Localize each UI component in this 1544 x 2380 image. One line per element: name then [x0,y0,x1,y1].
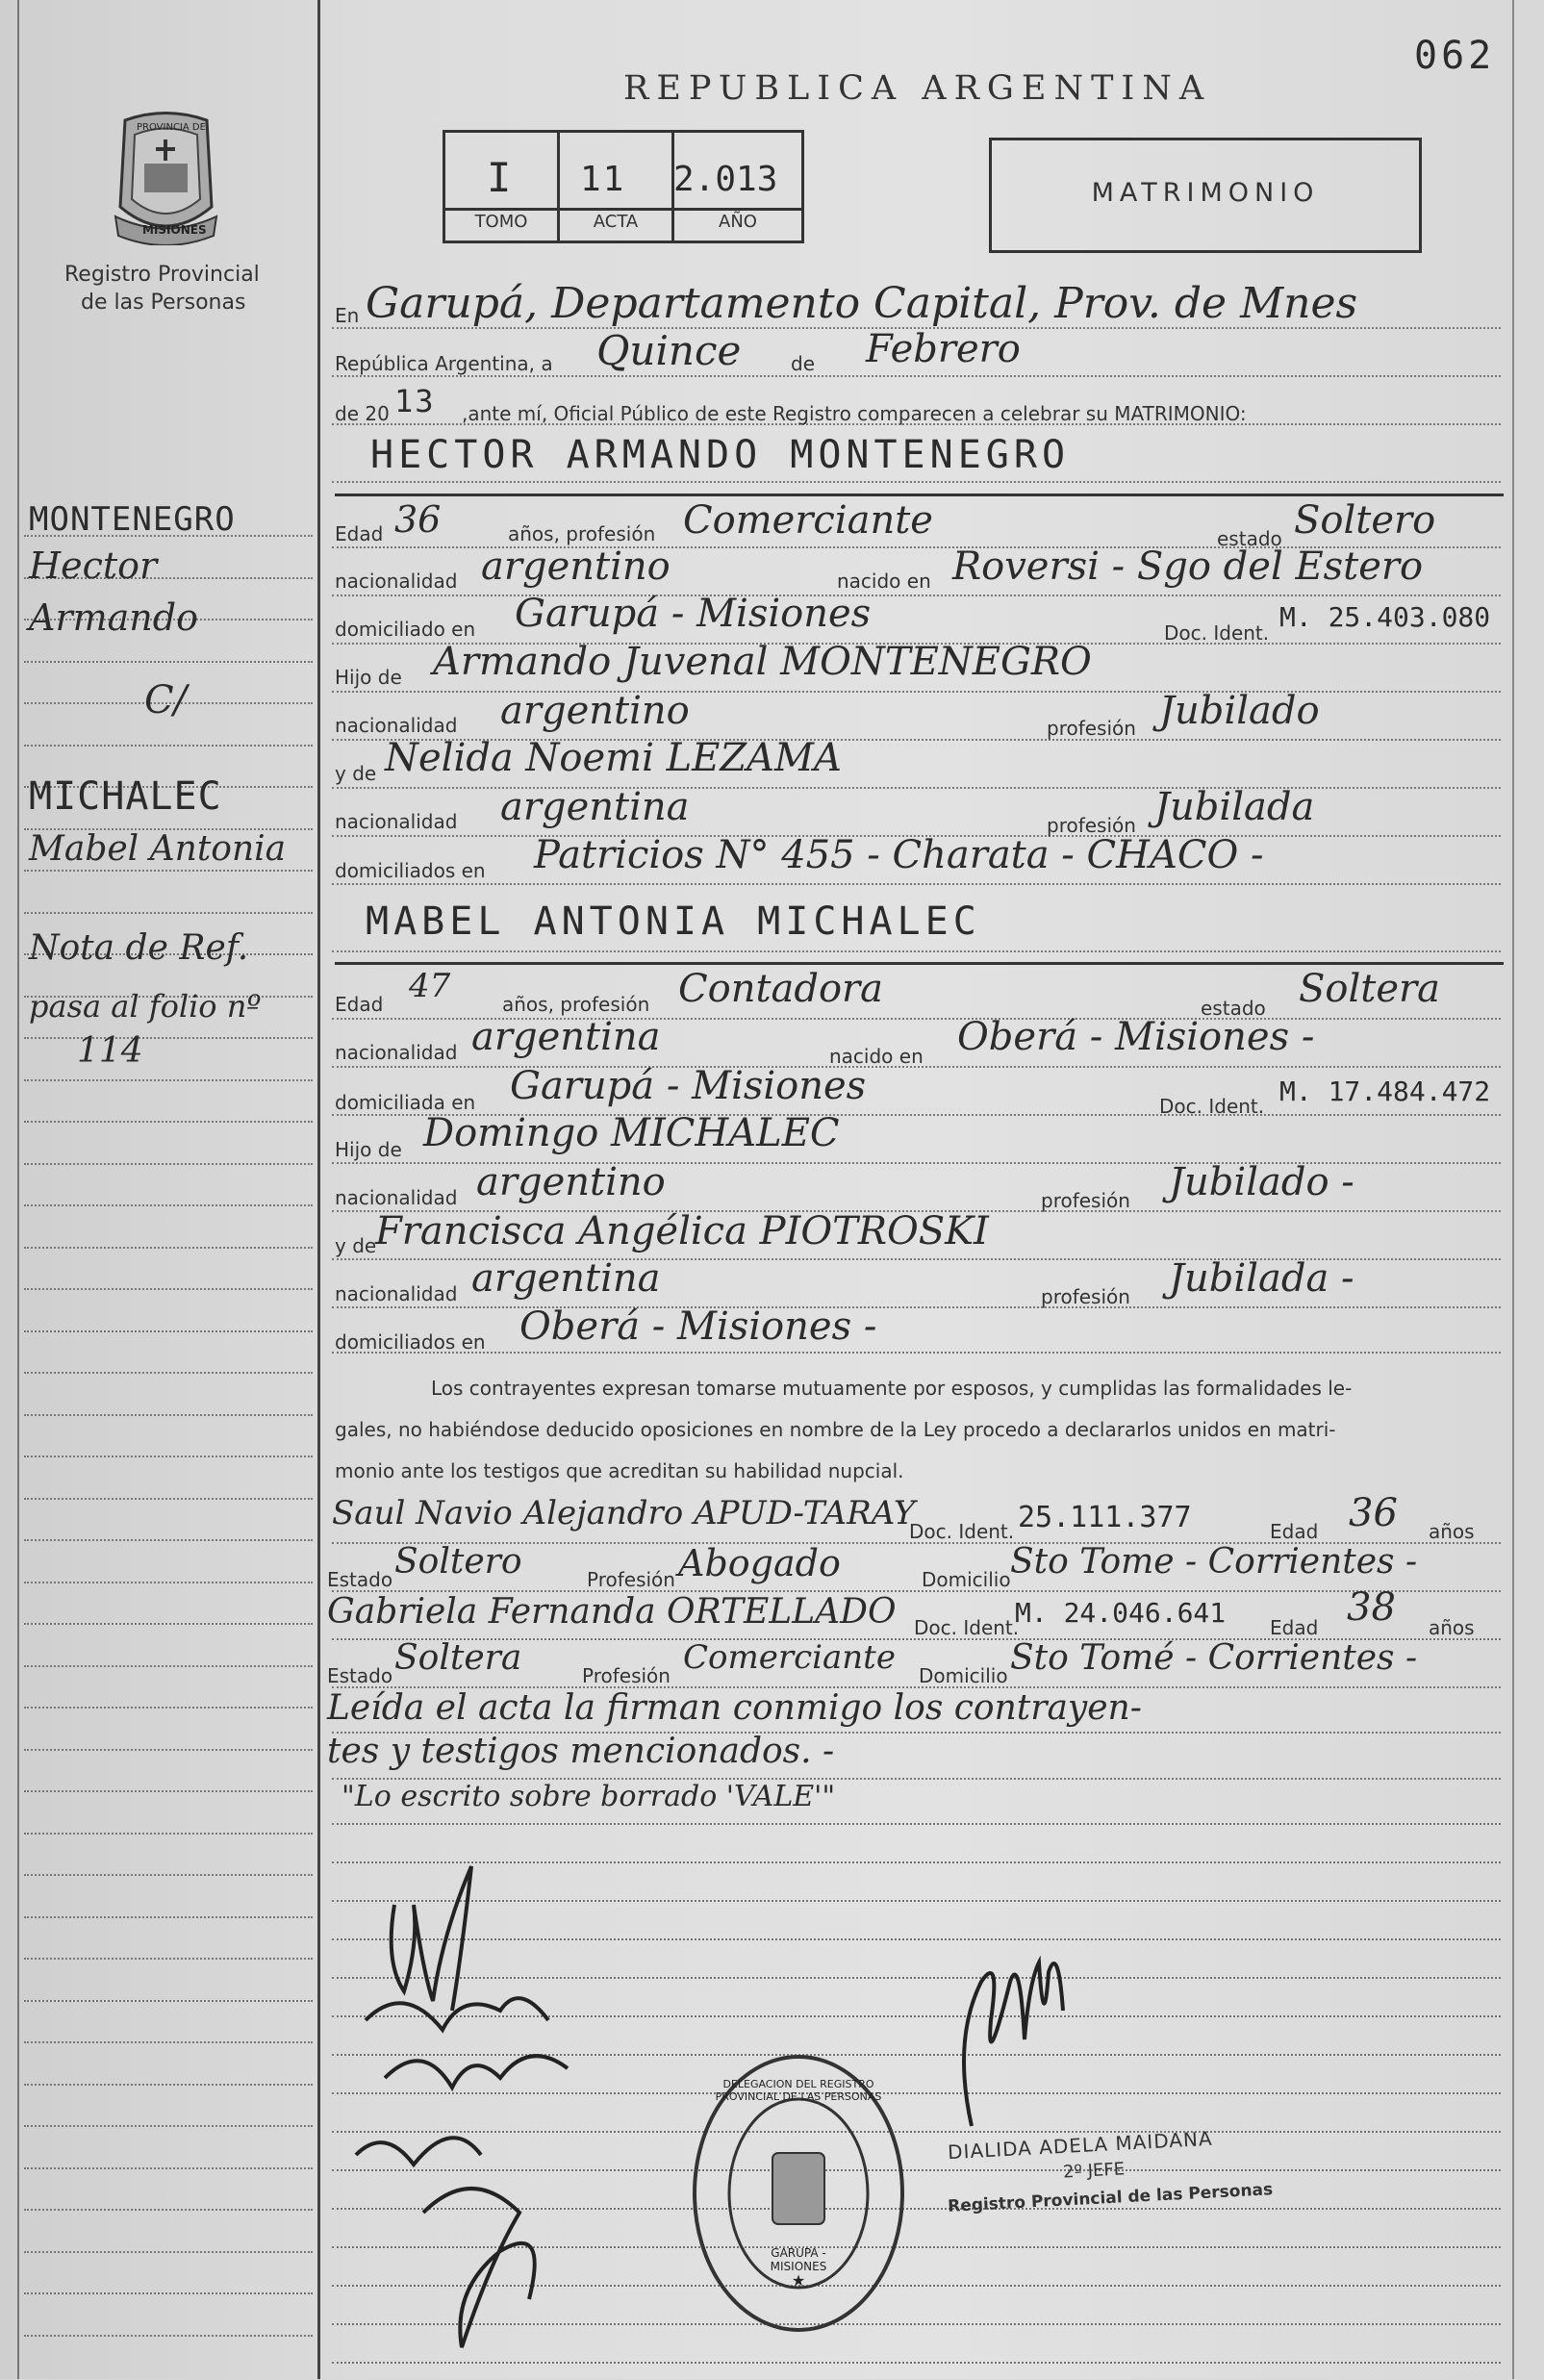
tomo-label: TOMO [474,212,528,232]
margin-connector: C/ [144,678,188,722]
label-domicilio-w: Domicilio [922,1568,1011,1591]
anio-value: 2.013 [673,160,778,199]
margin-rule-line [24,1079,313,1081]
groom-mother-profession: Jubilada [1154,785,1315,829]
margin-given1a: Hector [29,544,158,587]
label-y-de: y de [335,1234,377,1257]
margin-surname1: MONTENEGRO [29,500,236,539]
margin-rule-line [24,1833,313,1835]
witness1-doc-id: 25.111.377 [1018,1501,1192,1534]
label-domiciliado-en: domiciliado en [335,618,476,641]
label-hijo-de: Hijo de [335,1138,402,1161]
label-nacionalidad: nacionalidad [335,1282,458,1305]
groom-full-name: HECTOR ARMANDO MONTENEGRO [370,433,1071,477]
country-heading: REPUBLICA ARGENTINA [623,69,1212,108]
margin-rule-line [24,2335,313,2337]
groom-doc-id: M. 25.403.080 [1279,601,1491,633]
margin-given2: Mabel Antonia [29,829,287,869]
label-domiciliada-en: domiciliada en [335,1091,476,1114]
body-rule-line [332,1352,1501,1354]
label-profesion-w: Profesión [582,1664,671,1687]
witness1-age: 36 [1349,1491,1398,1535]
seal-ring-text: DELEGACION DEL REGISTRO PROVINCIAL DE LAS PERSONAS [715,2078,882,2103]
witness2-status: Soltera [394,1638,522,1678]
seal-bottom-text: GARUPA - MISIONES [770,2246,827,2273]
registry-name-line2: de las Personas [81,291,246,315]
label-edad: Edad [335,993,384,1016]
label-estado: estado [1217,527,1282,550]
margin-rule-line [24,745,313,747]
groom-domicile: Garupá - Misiones [515,592,872,636]
label-anos-profesion: años, profesión [508,522,656,545]
margin-rule-line [24,1498,313,1500]
closing-line1: Leída el acta la firman conmigo los contrayen- [327,1688,1142,1728]
bride-domicile: Garupá - Misiones [510,1064,867,1108]
groom-mother: Nelida Noemi LEZAMA [385,736,842,780]
margin-rule-line [24,2167,313,2169]
bride-father: Domingo MICHALEC [423,1111,840,1155]
margin-given1b: Armando [29,596,198,639]
groom-parents-domicile: Patricios N° 455 - Charata - CHACO - [534,833,1264,877]
margin-rule-line [24,1707,313,1709]
page-number: 062 [1414,34,1496,78]
bride-mother: Francisca Angélica PIOTROSKI [375,1209,989,1253]
svg-text:★: ★ [791,2271,806,2290]
groom-nationality: argentino [481,544,671,589]
label-comparecen: ,ante mí, Oficial Público de este Registro comparecen a celebrar su MATRIMONIO: [462,402,1247,425]
label-doc-ident: Doc. Ident. [909,1520,1015,1543]
witness1-domicile: Sto Tome - Corrientes - [1010,1542,1418,1582]
label-nacido-en: nacido en [829,1045,924,1068]
groom-mother-nationality: argentina [500,785,690,829]
bride-nationality: argentina [471,1015,661,1059]
margin-note-line3: 114 [77,1031,143,1071]
witness1-name: Saul Navio Alejandro APUD-TARAY [332,1494,916,1532]
margin-rule-line [24,1665,313,1667]
label-nacionalidad: nacionalidad [335,714,458,737]
box-label-divider [443,208,804,211]
closing-line2: tes y testigos mencionados. - [327,1732,835,1771]
margin-rule-line [24,1582,313,1583]
marriage-month: Febrero [866,327,1021,371]
label-doc-ident: Doc. Ident. [914,1616,1020,1639]
declaration-line1: Los contrayentes expresan tomarse mutuamente por esposos, y cumplidas las formalidades le- [431,1377,1353,1400]
label-domiciliados-en: domiciliados en [335,859,486,882]
groom-profession: Comerciante [683,498,933,543]
groom-father: Armando Juvenal MONTENEGRO [433,640,1092,684]
label-estado-w: Estado [327,1568,393,1591]
bride-father-nationality: argentino [476,1160,666,1204]
label-domicilio-w: Domicilio [919,1664,1008,1687]
label-domiciliados-en: domiciliados en [335,1330,486,1354]
margin-rule-line [24,1037,313,1039]
margin-rule-line [24,2251,313,2253]
bride-parents-domicile: Oberá - Misiones - [519,1304,877,1349]
groom-birthplace: Roversi - Sgo del Estero [952,544,1424,589]
label-nacido-en: nacido en [837,570,931,593]
label-estado: estado [1201,997,1266,1020]
label-edad: Edad [1270,1520,1319,1543]
place: Garupá, Departamento Capital, Prov. de Mnes [366,279,1358,328]
margin-rule-line [24,1163,313,1165]
margin-rule-line [24,1539,313,1541]
label-anos-profesion: años, profesión [502,993,650,1016]
anio-label: AÑO [719,212,757,232]
official-name: DIALIDA ADELA MAIDANA [947,2126,1214,2165]
witness2-name: Gabriela Fernanda ORTELLADO [327,1592,897,1632]
bride-age: 47 [409,967,451,1005]
body-rule-line [332,883,1501,885]
witness2-age: 38 [1347,1585,1396,1630]
margin-note-line2: pasa al folio nº [29,988,262,1025]
bride-full-name: MABEL ANTONIA MICHALEC [366,899,981,944]
marriage-year-suffix: 13 [394,383,436,419]
marriage-day: Quince [596,327,742,374]
witness2-doc-id: M. 24.046.641 [1015,1597,1227,1629]
margin-rule-line [24,1874,313,1876]
margin-rule-line [24,1790,313,1792]
body-rule-line [332,950,1501,952]
margin-rule-line [24,1247,313,1249]
label-nacionalidad: nacionalidad [335,1186,458,1209]
margin-note-line1: Nota de Ref. [29,928,249,968]
body-rule-line [332,481,1501,483]
official-title: 2º JEFE [1062,2159,1126,2183]
registry-seal [688,2049,909,2338]
margin-rule-line [24,1456,313,1457]
margin-rule-line [24,870,313,872]
groom-father-nationality: argentino [500,689,690,733]
label-nacionalidad: nacionalidad [335,810,458,833]
contrayentes-signatures [327,1847,635,2376]
acta-value: 11 [580,160,626,199]
label-profesion: profesión [1047,717,1136,740]
margin-rule-line [24,1204,313,1206]
witness2-domicile: Sto Tomé - Corrientes - [1010,1638,1418,1678]
bride-birthplace: Oberá - Misiones - [957,1015,1315,1059]
margin-rule-line [24,1288,313,1290]
margin-rule-line [24,912,313,914]
margin-rule-line [24,1916,313,1918]
bride-civil-status: Soltera [1299,967,1440,1011]
groom-civil-status: Soltero [1294,498,1436,543]
closing-line3: "Lo escrito sobre borrado 'VALE'" [342,1780,836,1813]
label-profesion-w: Profesión [587,1568,675,1591]
margin-rule-line [24,1749,313,1751]
margin-rule-line [24,2041,313,2043]
label-estado-w: Estado [327,1664,393,1687]
label-profesion: profesión [1041,1285,1130,1308]
margin-rule-line [24,2000,313,2002]
label-y-de: y de [335,762,377,785]
label-edad: Edad [1270,1616,1319,1639]
witness1-status: Soltero [394,1542,522,1582]
label-de: de [791,352,815,375]
margin-rule-line [24,1330,313,1332]
margin-divider-line [317,0,320,2379]
bride-mother-nationality: argentina [471,1256,661,1301]
declaration-line2: gales, no habiéndose deducido oposiciones en nombre de la Ley procedo a declararlos unidos en matri- [335,1418,1336,1441]
bride-doc-id: M. 17.484.472 [1279,1076,1491,1107]
label-profesion: profesión [1047,814,1136,837]
logo-text-top: PROVINCIA DE [137,122,206,133]
label-profesion: profesión [1041,1189,1130,1212]
official-org: Registro Provincial de las Personas [947,2180,1274,2216]
record-type: MATRIMONIO [1091,178,1320,208]
body-rule-line [332,375,1501,377]
margin-rule-line [24,2292,313,2294]
acta-label: ACTA [593,212,639,232]
margin-rule-line [24,1958,313,1960]
margin-rule-line [24,2125,313,2127]
margin-rule-line [24,1414,313,1416]
bride-profession: Contadora [678,967,884,1011]
logo-text-bottom: MISIONES [142,223,207,237]
tomo-value: I [487,154,514,201]
left-edge-line [17,0,19,2379]
official-signature [933,1924,1106,2145]
label-nacionalidad: nacionalidad [335,1041,458,1064]
body-rule-line [332,595,1501,596]
label-republica: República Argentina, a [335,352,553,375]
bride-mother-profession: Jubilada - [1169,1256,1354,1301]
margin-surname2: MICHALEC [29,774,222,819]
right-edge-line [1512,0,1514,2379]
declaration-line3: monio ante los testigos que acreditan su habilidad nupcial. [335,1459,904,1482]
body-rule-line [332,1823,1501,1825]
label-nacionalidad: nacionalidad [335,570,458,593]
margin-rule-line [24,2209,313,2211]
groom-separator [335,494,1504,496]
groom-father-profession: Jubilado [1159,689,1320,733]
body-rule-line [332,1306,1501,1308]
witness2-profession: Comerciante [683,1638,896,1677]
label-de20: de 20 [335,402,390,425]
margin-rule-line [24,661,313,663]
bride-father-profession: Jubilado - [1169,1160,1354,1204]
groom-age: 36 [394,498,442,541]
margin-rule-line [24,1121,313,1123]
bride-separator [335,962,1504,965]
province-logo [106,111,226,245]
label-hijo-de: Hijo de [335,666,402,689]
registry-name-line1: Registro Provincial [64,263,260,287]
witness1-profession: Abogado [678,1542,841,1584]
margin-rule-line [24,2084,313,2086]
margin-rule-line [24,1623,313,1625]
label-edad: Edad [335,522,384,545]
label-doc-ident: Doc. Ident. [1164,621,1270,645]
margin-rule-line [24,1372,313,1374]
label-en: En [335,304,360,327]
label-anos: años [1429,1616,1475,1639]
label-doc-ident: Doc. Ident. [1159,1095,1265,1118]
label-anos: años [1429,1520,1475,1543]
